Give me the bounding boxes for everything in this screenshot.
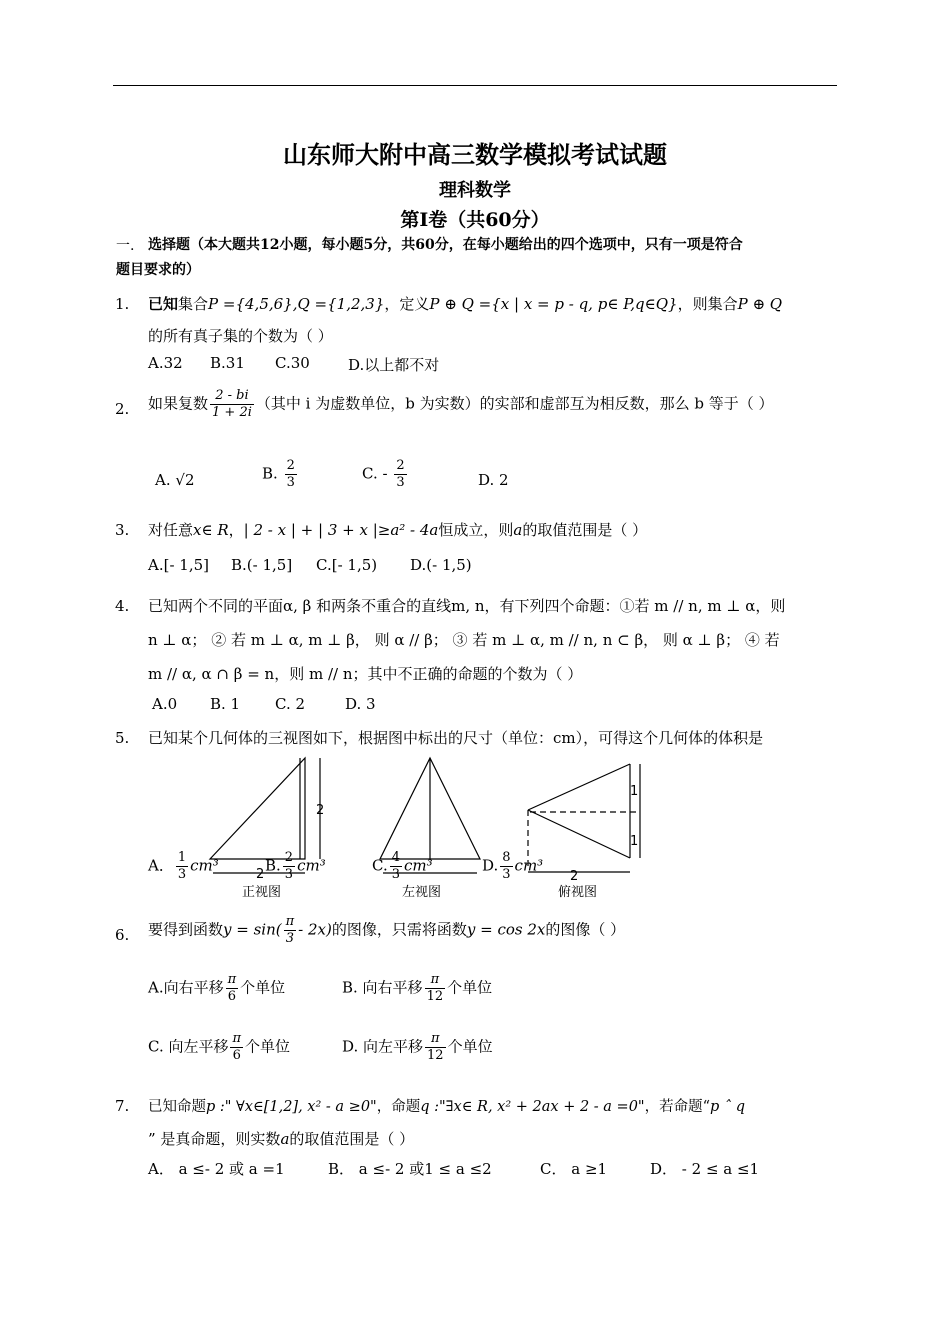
- front-width-dim: 2: [256, 867, 265, 882]
- q4-line3: m // α, α ∩ β = n，则 m // n；其中不正确的命题的个数为（ ）: [148, 665, 583, 683]
- q5-option-a: A． $\frac{1}{3}$ cm³: [148, 850, 219, 882]
- side-view-label: 左视图: [402, 885, 442, 900]
- q3-number: 3.: [115, 521, 130, 539]
- q1-option-d: D.以上都不对: [348, 356, 440, 374]
- q6-line1: 要得到函数y = sin( $\frac{\pi}{3}$ - 2x)的图像，只需将函数y = cos 2x的图像（ ）: [148, 914, 626, 946]
- q5-option-d: D. $\frac{8}{3}$ cm³: [482, 850, 544, 882]
- q6-option-d: D. 向左平移 $\frac{\pi}{12}$ 个单位: [342, 1031, 493, 1063]
- q2-option-c: C. - $\frac{2}{3}$: [362, 458, 405, 490]
- q7-line2: ” 是真命题，则实数a的取值范围是（ ）: [148, 1130, 415, 1148]
- q7-option-c: C． a ≥1: [540, 1160, 608, 1178]
- section-number: 一.: [116, 238, 135, 254]
- q1-line1: 已知集合P ={4,5,6},Q ={1,2,3}，定义P ⊕ Q ={x | x = p - q, p∈ P,q∈Q}，则集合P ⊕ Q: [148, 295, 783, 313]
- front-view-label: 正视图: [242, 885, 282, 900]
- q6-option-a: A.向右平移 $\frac{\pi}{6}$ 个单位: [148, 972, 286, 1004]
- q3-option-b: B.(- 1,5]: [231, 556, 293, 574]
- top-width-dim: 2: [570, 869, 579, 884]
- q7-option-d: D． - 2 ≤ a ≤1: [650, 1160, 760, 1178]
- q2-number: 2.: [115, 400, 130, 418]
- top-dim-upper: 1: [630, 784, 639, 799]
- q5-option-c: C. $\frac{4}{3}$ cm³: [372, 850, 433, 882]
- section-heading-line1: 选择题（本大题共12小题，每小题5分，共60分，在每小题给出的四个选项中，只有一项是符合: [148, 237, 743, 253]
- q4-option-d: D. 3: [345, 695, 376, 713]
- volume-heading: 第Ⅰ卷（共60分）: [400, 209, 550, 231]
- q3-option-a: A.[- 1,5]: [148, 556, 209, 574]
- q3-option-d: D.(- 1,5): [410, 556, 472, 574]
- q4-line2: n ⊥ α； ② 若 m ⊥ α, m ⊥ β， 则 α // β； ③ 若 m ⊥ α, m // n, n ⊂ β， 则 α ⊥ β； ④ 若: [148, 631, 780, 649]
- q7-number: 7.: [115, 1097, 130, 1115]
- q7-line1: 已知命题p :" ∀x∈[1,2], x² - a ≥0"，命题q :"∃x∈ R, x² + 2ax + 2 - a =0"，若命题“p ˆ q: [148, 1099, 746, 1115]
- q2-option-d: D. 2: [478, 471, 509, 489]
- q4-option-b: B. 1: [210, 695, 241, 713]
- q1-option-b: B.31: [210, 354, 245, 372]
- q5-line1: 已知某个几何体的三视图如下，根据图中标出的尺寸（单位：cm），可得这个几何体的体积是: [148, 729, 764, 747]
- q3-line1: 对任意x∈ R，| 2 - x | + | 3 + x |≥a² - 4a恒成立，则a的取值范围是（ ）: [148, 521, 648, 539]
- front-height-dim: 2: [316, 803, 325, 818]
- q5-option-b: B. $\frac{2}{3}$ cm³: [265, 850, 326, 882]
- q6-number: 6.: [115, 926, 130, 944]
- q2-option-a: A. √2: [155, 471, 195, 489]
- q6-option-b: B. 向右平移 $\frac{\pi}{12}$ 个单位: [342, 972, 493, 1004]
- q1-line2: 的所有真子集的个数为（ ）: [148, 327, 333, 345]
- header-rule: [113, 85, 837, 86]
- q7-option-a: A． a ≤- 2 或 a =1: [148, 1160, 285, 1178]
- q4-line1: 已知两个不同的平面α, β 和两条不重合的直线m, n，有下列四个命题：①若 m // n, m ⊥ α，则: [148, 597, 786, 615]
- q4-option-c: C. 2: [275, 695, 306, 713]
- q1-option-a: A.32: [148, 354, 183, 372]
- page-title: 山东师大附中高三数学模拟考试试题: [283, 140, 667, 169]
- top-view: [528, 764, 640, 872]
- top-view-label: 俯视图: [558, 885, 598, 900]
- top-dim-lower: 1: [630, 834, 639, 849]
- q7-option-b: B． a ≤- 2 或1 ≤ a ≤2: [328, 1160, 492, 1178]
- three-views-figure: [140, 750, 660, 910]
- q4-number: 4.: [115, 597, 130, 615]
- q2-option-b: B. $\frac{2}{3}$: [262, 458, 295, 490]
- q1-option-c: C.30: [275, 354, 310, 372]
- q6-option-c: C. 向左平移 $\frac{\pi}{6}$ 个单位: [148, 1031, 291, 1063]
- section-heading-line2: 题目要求的）: [116, 262, 200, 278]
- page-subtitle: 理科数学: [439, 180, 511, 201]
- q2-line1: 如果复数 $\frac{2 - bi}{1 + 2i}$ （其中 i 为虚数单位，b 为实数）的实部和虚部互为相反数，那么 b 等于（ ）: [148, 388, 774, 420]
- q5-number: 5.: [115, 729, 130, 747]
- q3-option-c: C.[- 1,5): [316, 556, 378, 574]
- q4-option-a: A.0: [152, 695, 178, 713]
- q1-number: 1.: [115, 295, 130, 313]
